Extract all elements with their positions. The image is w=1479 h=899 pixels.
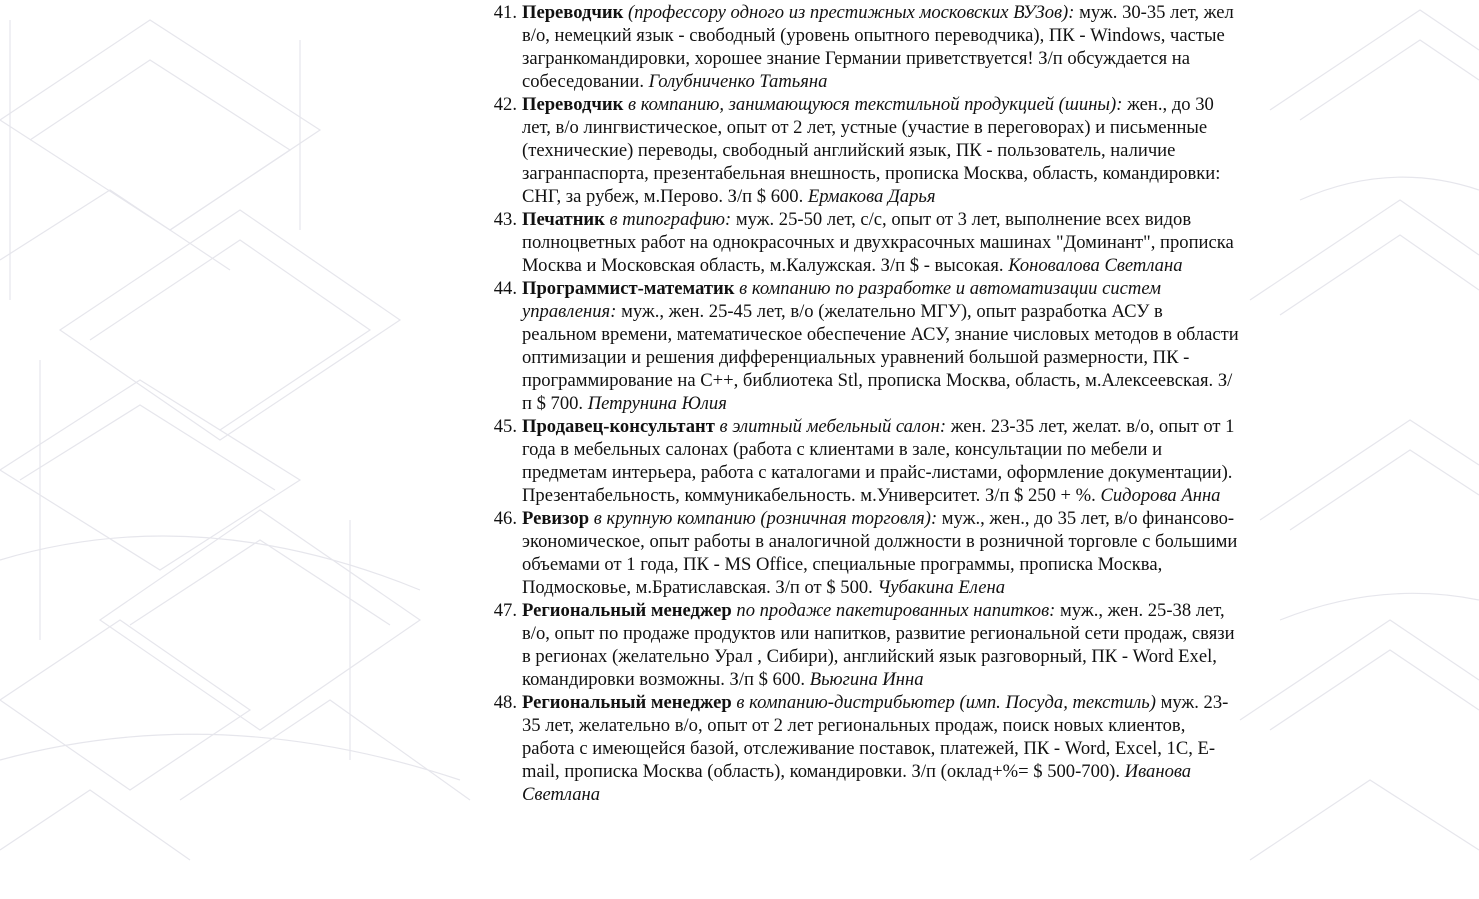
job-requirements: муж. 30-35 лет, жел в/о, немецкий язык - свободный (уровень опытного переводчика), ПК - Windows, частые загранкомандировки, хорошее знание Германии приветствуется! З/п обсуждается на собеседовании. — [522, 2, 1234, 92]
job-title: Печатник — [522, 209, 605, 230]
item-number: 43. — [493, 209, 517, 230]
item-number: 42. — [493, 94, 517, 115]
list-item — [480, 691, 1240, 806]
job-title: Продавец-консультант — [522, 416, 715, 437]
contact-person: Вьюгина Инна — [809, 669, 924, 690]
contact-person: Голубниченко Татьяна — [648, 71, 828, 92]
item-number: 45. — [493, 416, 517, 437]
vacancy-document — [480, 1, 1240, 806]
company-description: в компанию-дистрибьютер (имп. Посуда, текстиль) — [736, 692, 1156, 713]
item-number: 48. — [493, 692, 517, 713]
job-title: Региональный менеджер — [522, 600, 732, 621]
list-item — [480, 208, 1240, 277]
list-item — [480, 507, 1240, 599]
list-item — [480, 277, 1240, 415]
job-requirements: муж. 25-50 лет, с/с, опыт от 3 лет, выполнение всех видов полноцветных работ на однокрасочных и двухкрасочных машинах "Доминант", прописка Москва и Московская область, м.Калужская. З/п $ - высокая. — [522, 209, 1234, 276]
job-requirements: муж. 23-35 лет, желательно в/о, опыт от 2 лет региональных продаж, поиск новых клиентов, работа с имеющейся базой, отслеживание поставок, платежей, ПК - Word, Excel, 1С, E-mail, прописка Москва (область), командировки. З/п (оклад+%= $ 500-700). — [522, 692, 1229, 782]
contact-person: Ермакова Дарья — [807, 186, 936, 207]
contact-person: Чубакина Елена — [877, 577, 1006, 598]
job-title: Ревизор — [522, 508, 590, 529]
job-requirements: жен. 23-35 лет, желат. в/о, опыт от 1 года в мебельных салонах (работа с клиентами в зале, консультации по мебели и предметам интерьера, работа с каталогами и прайс-листами, оформление документации). Презентабельность, коммуникабельность. м.Университет. З/п $ 250 + %. — [522, 416, 1235, 506]
job-title: Переводчик — [522, 94, 624, 115]
item-number: 44. — [493, 278, 517, 299]
list-item — [480, 93, 1240, 208]
job-title: Переводчик — [522, 2, 624, 23]
contact-person: Иванова Светлана — [522, 761, 1192, 805]
job-requirements: муж., жен. 25-45 лет, в/о (желательно МГУ), опыт разработка АСУ в реальном времени, математическое обеспечение АСУ, знание числовых методов в области оптимизации и решения дифференциальных уравнений большой размерности, ПК - программирование на С++, библиотека Stl, прописка Москва, область, м.Алексеевская. З/п $ 700. — [522, 301, 1239, 414]
vacancy-list — [480, 1, 1240, 806]
company-description: в компанию по разработке и автоматизации систем управления: — [522, 278, 1162, 322]
job-requirements: муж., жен., до 35 лет, в/о финансово-экономическое, опыт работы в аналогичной должности в розничной торговле с большими объемами от 1 года, ПК - MS Office, специальные программы, прописка Москва, Подмосковье, м.Братиславская. З/п от $ 500. — [522, 508, 1238, 598]
company-description: в компанию, занимающуюся текстильной продукцией (шины): — [627, 94, 1123, 115]
item-number: 47. — [493, 600, 517, 621]
item-number: 41. — [493, 2, 517, 23]
list-item — [480, 1, 1240, 93]
contact-person: Петрунина Юлия — [587, 393, 727, 414]
job-title: Программист-математик — [522, 278, 735, 299]
contact-person: Сидорова Анна — [1100, 485, 1221, 506]
item-number: 46. — [493, 508, 517, 529]
company-description: в крупную компанию (розничная торговля): — [593, 508, 938, 529]
job-requirements: муж., жен. 25-38 лет, в/о, опыт по продаже продуктов или напитков, развитие региональной сети продаж, связи в регионах (желательно Урал , Сибири), английский язык разговорный, ПК - Word Exel, командировки возможны. З/п $ 600. — [522, 600, 1235, 690]
company-description: в элитный мебельный салон: — [719, 416, 947, 437]
contact-person: Коновалова Светлана — [1008, 255, 1183, 276]
list-item — [480, 599, 1240, 691]
job-requirements: жен., до 30 лет, в/о лингвистическое, опыт от 2 лет, устные (участие в переговорах) и письменные (технические) переводы, свободный английский язык, ПК - пользователь, наличие загранпаспорта, презентабельная внешность, прописка Москва, область, командировки: СНГ, за рубеж, м.Перово. З/п $ 600. — [522, 94, 1221, 207]
company-description: (профессору одного из престижных московских ВУЗов): — [627, 2, 1075, 23]
job-title: Региональный менеджер — [522, 692, 732, 713]
company-description: в типографию: — [609, 209, 732, 230]
company-description: по продаже пакетированных напитков: — [736, 600, 1056, 621]
list-item — [480, 415, 1240, 507]
